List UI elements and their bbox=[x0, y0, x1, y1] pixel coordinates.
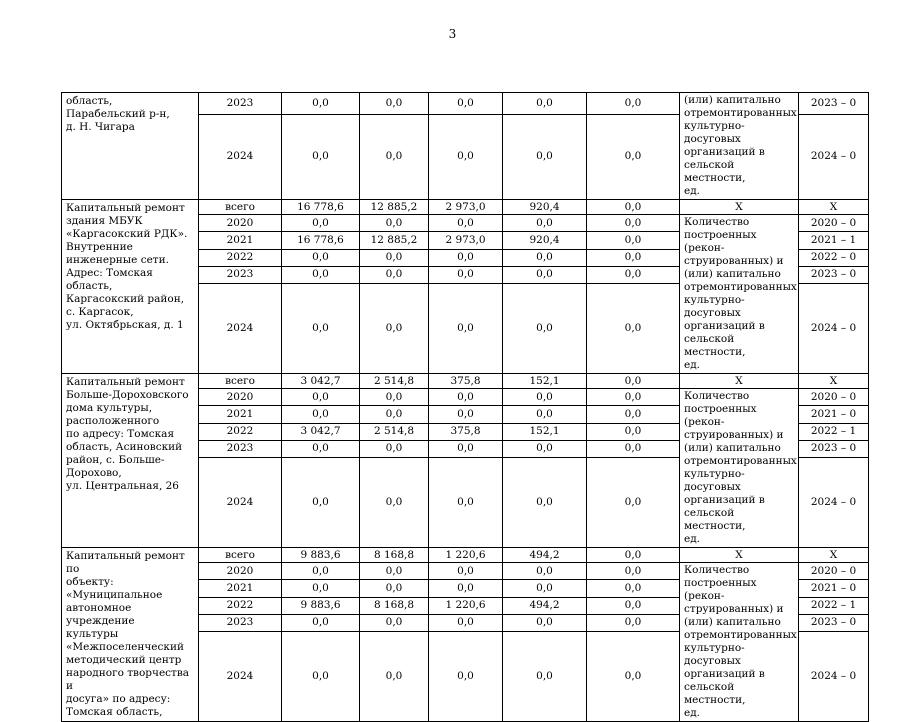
extra-amount-cell: 0,0 bbox=[587, 93, 680, 115]
total-amount-cell: 0,0 bbox=[282, 580, 360, 597]
local-amount-cell: 920,4 bbox=[503, 232, 587, 249]
indicator-description: Количество построенных (рекон- струированных) и (или) капитально отремонтированных культурно-досуговых организаций в сельской местности, ед. bbox=[680, 215, 799, 374]
extra-amount-cell: 0,0 bbox=[587, 389, 680, 406]
target-value-cell: 2023 – 0 bbox=[799, 93, 869, 115]
federal-amount-cell: 0,0 bbox=[360, 389, 429, 406]
period-cell: 2023 bbox=[199, 440, 282, 457]
indicator-description: (или) капитально отремонтированных культурно-досуговых организаций в сельской местности, ед. bbox=[680, 93, 799, 200]
local-amount-cell: 0,0 bbox=[503, 458, 587, 548]
object-description: Капитальный ремонт Больше-Дороховского дома культуры, расположенного по адресу: Томская область, Асиновский район, с. Больше- Дорохово, ул. Центральная, 26 bbox=[62, 374, 199, 548]
extra-amount-cell: 0,0 bbox=[587, 114, 680, 199]
federal-amount-cell: 2 514,8 bbox=[360, 374, 429, 389]
total-amount-cell: 0,0 bbox=[282, 266, 360, 283]
period-cell: всего bbox=[199, 548, 282, 563]
target-value-cell: 2023 – 0 bbox=[799, 440, 869, 457]
target-value-cell: 2020 – 0 bbox=[799, 563, 869, 580]
total-amount-cell: 0,0 bbox=[282, 249, 360, 266]
period-cell: 2021 bbox=[199, 406, 282, 423]
target-value-cell: 2020 – 0 bbox=[799, 215, 869, 232]
extra-amount-cell: 0,0 bbox=[587, 232, 680, 249]
extra-amount-cell: 0,0 bbox=[587, 580, 680, 597]
total-amount-cell: 16 778,6 bbox=[282, 200, 360, 215]
local-amount-cell: 152,1 bbox=[503, 374, 587, 389]
local-amount-cell: 0,0 bbox=[503, 632, 587, 722]
regional-amount-cell: 375,8 bbox=[429, 374, 503, 389]
period-cell: 2024 bbox=[199, 284, 282, 374]
federal-amount-cell: 8 168,8 bbox=[360, 548, 429, 563]
total-amount-cell: 0,0 bbox=[282, 632, 360, 722]
regional-amount-cell: 0,0 bbox=[429, 93, 503, 115]
target-not-applicable: Х bbox=[799, 374, 869, 389]
period-cell: 2023 bbox=[199, 266, 282, 283]
object-description: область, Парабельский р-н, д. Н. Чигара bbox=[62, 93, 199, 200]
target-value-cell: 2020 – 0 bbox=[799, 389, 869, 406]
federal-amount-cell: 0,0 bbox=[360, 614, 429, 631]
federal-amount-cell: 0,0 bbox=[360, 632, 429, 722]
local-amount-cell: 0,0 bbox=[503, 614, 587, 631]
local-amount-cell: 0,0 bbox=[503, 249, 587, 266]
total-amount-cell: 3 042,7 bbox=[282, 423, 360, 440]
regional-amount-cell: 0,0 bbox=[429, 614, 503, 631]
local-amount-cell: 0,0 bbox=[503, 406, 587, 423]
period-cell: всего bbox=[199, 200, 282, 215]
federal-amount-cell: 0,0 bbox=[360, 563, 429, 580]
regional-amount-cell: 0,0 bbox=[429, 632, 503, 722]
indicator-not-applicable: Х bbox=[680, 548, 799, 563]
extra-amount-cell: 0,0 bbox=[587, 284, 680, 374]
extra-amount-cell: 0,0 bbox=[587, 200, 680, 215]
regional-amount-cell: 2 973,0 bbox=[429, 232, 503, 249]
extra-amount-cell: 0,0 bbox=[587, 614, 680, 631]
total-amount-cell: 0,0 bbox=[282, 284, 360, 374]
federal-amount-cell: 0,0 bbox=[360, 266, 429, 283]
target-value-cell: 2021 – 1 bbox=[799, 232, 869, 249]
federal-amount-cell: 2 514,8 bbox=[360, 423, 429, 440]
target-value-cell: 2022 – 1 bbox=[799, 423, 869, 440]
object-description: Капитальный ремонт здания МБУК «Каргасокский РДК». Внутренние инженерные сети. Адрес: Томская область, Каргасокский район, с. Каргасок, ул. Октябрьская, д. 1 bbox=[62, 200, 199, 374]
target-value-cell: 2021 – 0 bbox=[799, 406, 869, 423]
table-row bbox=[62, 548, 869, 563]
indicator-not-applicable: Х bbox=[680, 200, 799, 215]
period-cell: 2020 bbox=[199, 389, 282, 406]
regional-amount-cell: 1 220,6 bbox=[429, 548, 503, 563]
federal-amount-cell: 0,0 bbox=[360, 93, 429, 115]
extra-amount-cell: 0,0 bbox=[587, 458, 680, 548]
total-amount-cell: 0,0 bbox=[282, 614, 360, 631]
federal-amount-cell: 0,0 bbox=[360, 114, 429, 199]
target-value-cell: 2024 – 0 bbox=[799, 284, 869, 374]
local-amount-cell: 0,0 bbox=[503, 93, 587, 115]
local-amount-cell: 494,2 bbox=[503, 548, 587, 563]
extra-amount-cell: 0,0 bbox=[587, 215, 680, 232]
period-cell: 2023 bbox=[199, 614, 282, 631]
period-cell: всего bbox=[199, 374, 282, 389]
total-amount-cell: 0,0 bbox=[282, 563, 360, 580]
local-amount-cell: 920,4 bbox=[503, 200, 587, 215]
regional-amount-cell: 0,0 bbox=[429, 215, 503, 232]
target-value-cell: 2024 – 0 bbox=[799, 632, 869, 722]
indicator-description: Количество построенных (рекон- струированных) и (или) капитально отремонтированных культурно-досуговых организаций в сельской местности, ед. bbox=[680, 563, 799, 722]
federal-amount-cell: 0,0 bbox=[360, 249, 429, 266]
total-amount-cell: 16 778,6 bbox=[282, 232, 360, 249]
total-amount-cell: 0,0 bbox=[282, 440, 360, 457]
extra-amount-cell: 0,0 bbox=[587, 423, 680, 440]
federal-amount-cell: 0,0 bbox=[360, 580, 429, 597]
table-row bbox=[62, 93, 869, 115]
federal-amount-cell: 0,0 bbox=[360, 284, 429, 374]
local-amount-cell: 0,0 bbox=[503, 215, 587, 232]
indicator-not-applicable: Х bbox=[680, 374, 799, 389]
regional-amount-cell: 0,0 bbox=[429, 406, 503, 423]
target-value-cell: 2022 – 1 bbox=[799, 597, 869, 614]
page-number: 3 bbox=[448, 27, 457, 41]
period-cell: 2022 bbox=[199, 249, 282, 266]
local-amount-cell: 0,0 bbox=[503, 440, 587, 457]
regional-amount-cell: 0,0 bbox=[429, 266, 503, 283]
indicator-description: Количество построенных (рекон- струированных) и (или) капитально отремонтированных культурно-досуговых организаций в сельской местности, ед. bbox=[680, 389, 799, 548]
local-amount-cell: 0,0 bbox=[503, 389, 587, 406]
total-amount-cell: 0,0 bbox=[282, 458, 360, 548]
federal-amount-cell: 0,0 bbox=[360, 215, 429, 232]
extra-amount-cell: 0,0 bbox=[587, 249, 680, 266]
table-row bbox=[62, 200, 869, 215]
local-amount-cell: 0,0 bbox=[503, 266, 587, 283]
regional-amount-cell: 0,0 bbox=[429, 114, 503, 199]
local-amount-cell: 0,0 bbox=[503, 114, 587, 199]
extra-amount-cell: 0,0 bbox=[587, 406, 680, 423]
regional-amount-cell: 0,0 bbox=[429, 563, 503, 580]
period-cell: 2020 bbox=[199, 563, 282, 580]
period-cell: 2021 bbox=[199, 580, 282, 597]
table-row bbox=[62, 374, 869, 389]
regional-amount-cell: 0,0 bbox=[429, 249, 503, 266]
target-value-cell: 2023 – 0 bbox=[799, 266, 869, 283]
object-description: Капитальный ремонт по объекту: «Муниципальное автономное учреждение культуры «Межпоселенческий методический центр народного творчества и досуга» по адресу: Томская область, bbox=[62, 548, 199, 722]
extra-amount-cell: 0,0 bbox=[587, 563, 680, 580]
extra-amount-cell: 0,0 bbox=[587, 597, 680, 614]
regional-amount-cell: 375,8 bbox=[429, 423, 503, 440]
total-amount-cell: 3 042,7 bbox=[282, 374, 360, 389]
total-amount-cell: 0,0 bbox=[282, 215, 360, 232]
target-value-cell: 2021 – 0 bbox=[799, 580, 869, 597]
period-cell: 2024 bbox=[199, 632, 282, 722]
period-cell: 2024 bbox=[199, 458, 282, 548]
local-amount-cell: 0,0 bbox=[503, 284, 587, 374]
total-amount-cell: 9 883,6 bbox=[282, 548, 360, 563]
local-amount-cell: 0,0 bbox=[503, 563, 587, 580]
period-cell: 2021 bbox=[199, 232, 282, 249]
extra-amount-cell: 0,0 bbox=[587, 266, 680, 283]
total-amount-cell: 0,0 bbox=[282, 93, 360, 115]
federal-amount-cell: 12 885,2 bbox=[360, 232, 429, 249]
federal-amount-cell: 0,0 bbox=[360, 406, 429, 423]
target-value-cell: 2022 – 0 bbox=[799, 249, 869, 266]
total-amount-cell: 0,0 bbox=[282, 389, 360, 406]
regional-amount-cell: 0,0 bbox=[429, 440, 503, 457]
total-amount-cell: 0,0 bbox=[282, 114, 360, 199]
regional-amount-cell: 0,0 bbox=[429, 389, 503, 406]
regional-amount-cell: 2 973,0 bbox=[429, 200, 503, 215]
extra-amount-cell: 0,0 bbox=[587, 374, 680, 389]
regional-amount-cell: 0,0 bbox=[429, 458, 503, 548]
regional-amount-cell: 0,0 bbox=[429, 284, 503, 374]
local-amount-cell: 0,0 bbox=[503, 580, 587, 597]
federal-amount-cell: 12 885,2 bbox=[360, 200, 429, 215]
extra-amount-cell: 0,0 bbox=[587, 632, 680, 722]
extra-amount-cell: 0,0 bbox=[587, 548, 680, 563]
federal-amount-cell: 8 168,8 bbox=[360, 597, 429, 614]
target-value-cell: 2024 – 0 bbox=[799, 458, 869, 548]
target-value-cell: 2024 – 0 bbox=[799, 114, 869, 199]
period-cell: 2023 bbox=[199, 93, 282, 115]
period-cell: 2022 bbox=[199, 423, 282, 440]
federal-amount-cell: 0,0 bbox=[360, 440, 429, 457]
extra-amount-cell: 0,0 bbox=[587, 440, 680, 457]
regional-amount-cell: 1 220,6 bbox=[429, 597, 503, 614]
federal-amount-cell: 0,0 bbox=[360, 458, 429, 548]
period-cell: 2020 bbox=[199, 215, 282, 232]
target-not-applicable: Х bbox=[799, 200, 869, 215]
total-amount-cell: 9 883,6 bbox=[282, 597, 360, 614]
target-value-cell: 2023 – 0 bbox=[799, 614, 869, 631]
program-table bbox=[61, 92, 869, 722]
target-not-applicable: Х bbox=[799, 548, 869, 563]
period-cell: 2022 bbox=[199, 597, 282, 614]
total-amount-cell: 0,0 bbox=[282, 406, 360, 423]
local-amount-cell: 494,2 bbox=[503, 597, 587, 614]
local-amount-cell: 152,1 bbox=[503, 423, 587, 440]
period-cell: 2024 bbox=[199, 114, 282, 199]
regional-amount-cell: 0,0 bbox=[429, 580, 503, 597]
